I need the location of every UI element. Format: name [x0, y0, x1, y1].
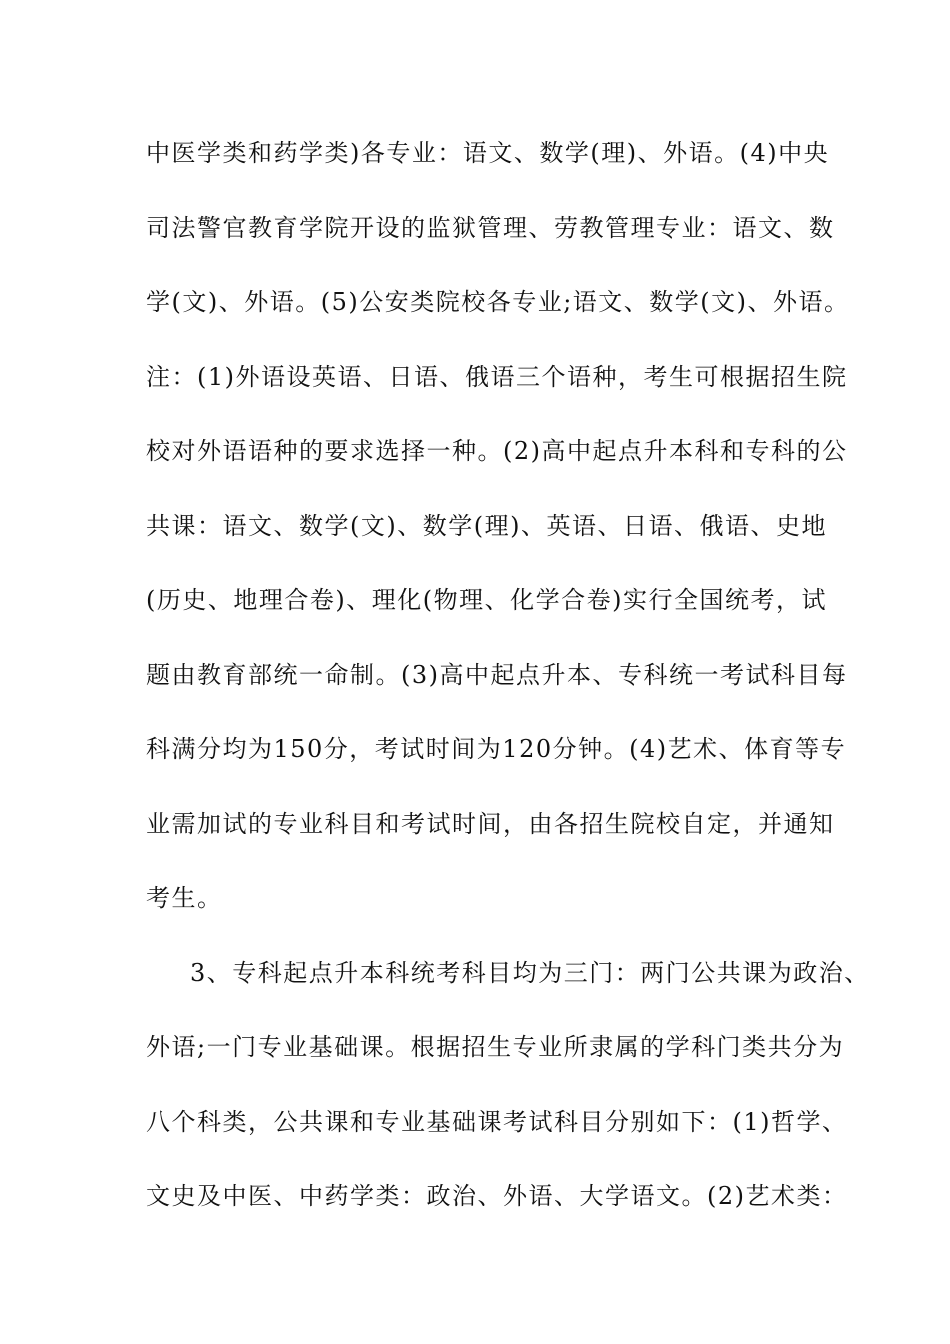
text-line: 学(文)、外语。(5)公安类院校各专业;语文、数学(文)、外语。 — [146, 288, 850, 316]
text-line: 科满分均为150分，考试时间为120分钟。(4)艺术、体育等专 — [146, 735, 847, 763]
text-line: 八个科类，公共课和专业基础课考试科目分别如下：(1)哲学、 — [146, 1108, 848, 1136]
text-line: 考生。 — [146, 884, 223, 912]
text-line: 中医学类和药学类)各专业：语文、数学(理)、外语。(4)中央 — [146, 139, 830, 167]
text-line: 文史及中医、中药学类：政治、外语、大学语文。(2)艺术类： — [146, 1182, 848, 1210]
text-line: 共课：语文、数学(文)、数学(理)、英语、日语、俄语、史地 — [146, 512, 827, 540]
text-line: 业需加试的专业科目和考试时间，由各招生院校自定，并通知 — [146, 810, 835, 838]
text-line: 注：(1)外语设英语、日语、俄语三个语种，考生可根据招生院 — [146, 363, 848, 391]
text-line: 题由教育部统一命制。(3)高中起点升本、专科统一考试科目每 — [146, 661, 848, 689]
paragraph-first-line: 3、专科起点升本科统考科目均为三门：两门公共课为政治、 — [190, 959, 870, 987]
text-line: 校对外语语种的要求选择一种。(2)高中起点升本科和专科的公 — [146, 437, 848, 465]
text-line: 司法警官教育学院开设的监狱管理、劳教管理专业：语文、数 — [146, 214, 835, 242]
text-line: 外语;一门专业基础课。根据招生专业所隶属的学科门类共分为 — [146, 1033, 845, 1061]
text-line: (历史、地理合卷)、理化(物理、化学合卷)实行全国统考，试 — [146, 586, 827, 614]
